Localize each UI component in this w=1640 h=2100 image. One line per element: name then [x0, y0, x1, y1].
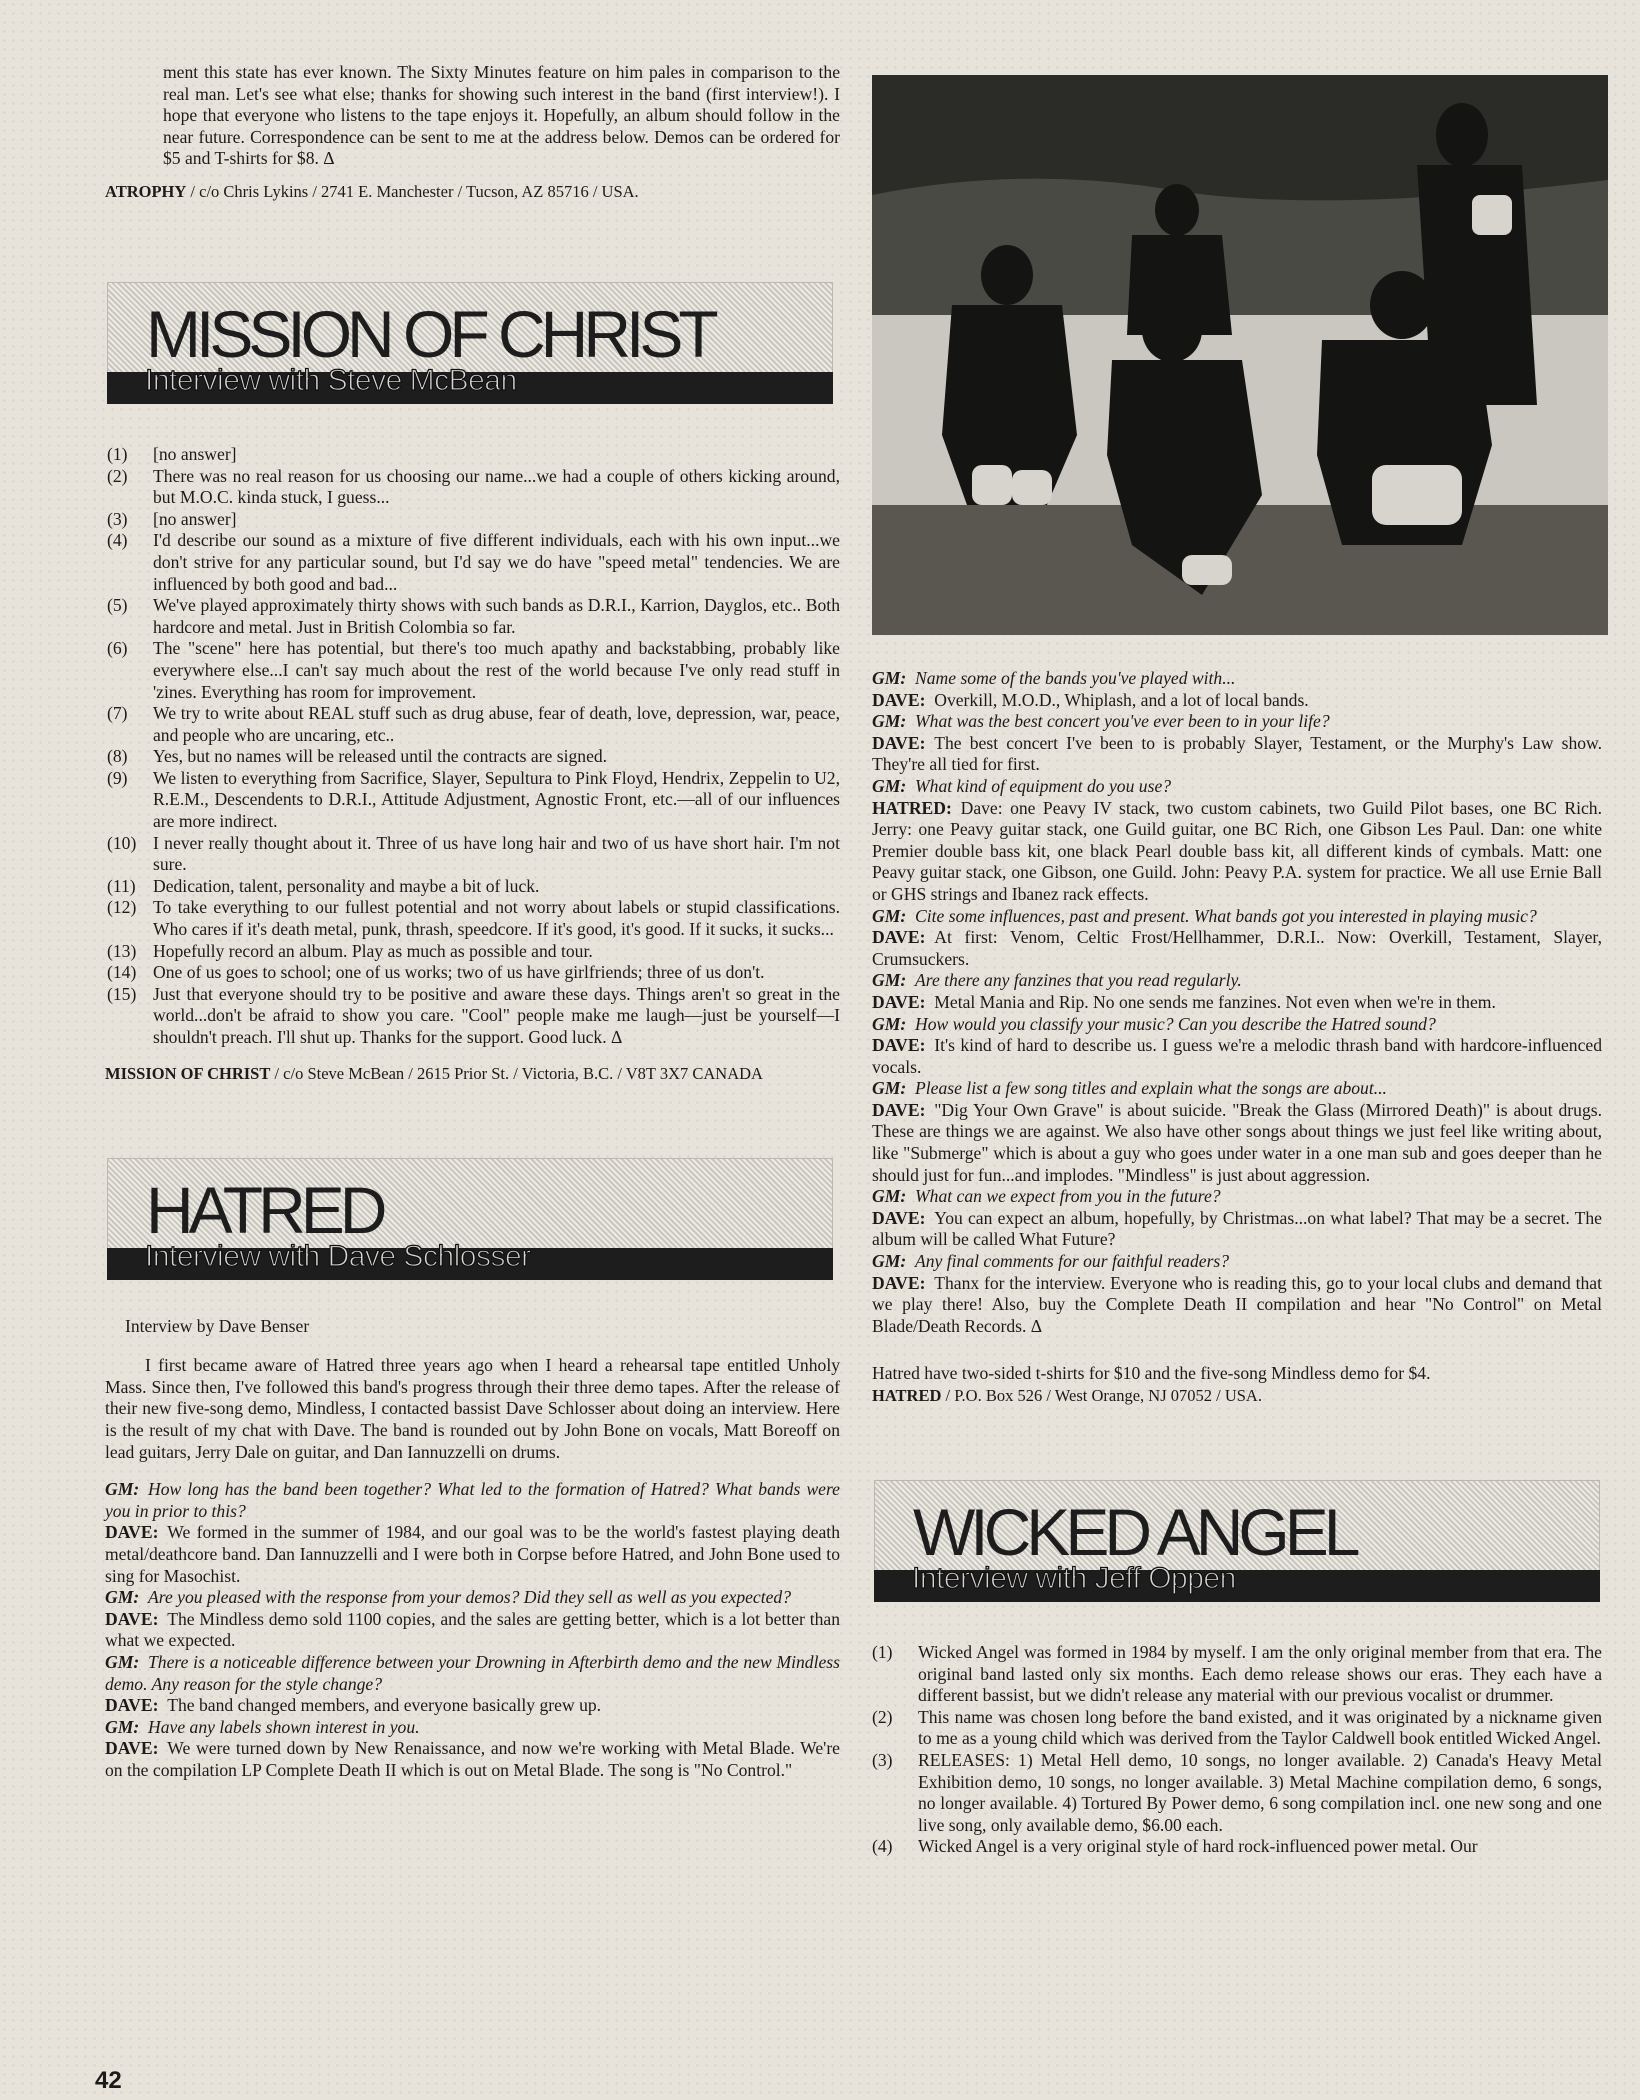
answer-text: [no answer]	[153, 508, 237, 529]
answer-number: (9)	[107, 767, 128, 788]
qa-question	[872, 668, 1602, 690]
mission-answers	[107, 444, 840, 1049]
qa-text: Cite some influences, past and present. What bands got you interested in playing music?	[915, 905, 1537, 926]
qa-answer	[872, 1273, 1602, 1338]
qa-speaker: DAVE:	[872, 927, 926, 948]
qa-speaker: DAVE:	[105, 1738, 159, 1759]
answer-item	[872, 1750, 1602, 1836]
wicked-header-band	[874, 1480, 1600, 1575]
mission-address	[105, 1063, 840, 1084]
answer-text: This name was chosen long before the band existed, and it was originated by a nickname given to me as a young child which was derived from the Taylor Caldwell book entitled Wicked Angel.	[918, 1706, 1602, 1749]
hatred-qa-left	[105, 1479, 840, 1781]
qa-answer	[105, 1609, 840, 1652]
answer-number: (5)	[107, 595, 128, 616]
hatred-header-band	[107, 1158, 833, 1253]
mission-header	[107, 282, 833, 404]
answer-number: (3)	[107, 508, 128, 529]
hatred-address	[872, 1385, 1602, 1406]
qa-text: Are there any fanzines that you read regularly.	[915, 970, 1242, 991]
qa-speaker: GM:	[872, 905, 907, 926]
qa-speaker: GM:	[872, 668, 907, 688]
answer-item	[107, 638, 840, 703]
answer-text: Wicked Angel is a very original style of hard rock-influenced power metal. Our	[918, 1836, 1478, 1857]
answer-item	[107, 897, 840, 940]
qa-speaker: HATRED:	[872, 797, 952, 818]
qa-speaker: GM:	[872, 1186, 907, 1207]
answer-number: (4)	[107, 530, 128, 551]
mission-subtitle-bar	[107, 363, 833, 404]
qa-text: Any final comments for our faithful readers?	[915, 1251, 1230, 1272]
answer-text: RELEASES: 1) Metal Hell demo, 10 songs, no longer available. 2) Canada's Heavy Metal Exhibition demo, 10 songs, no longer available. 3) Metal Machine compilation demo, 6 songs, no longer available. 4) Tortured By Power demo, 6 song compilation incl. one new song and one live song, only available demo, $6.00 each.	[918, 1749, 1602, 1835]
wicked-answers	[872, 1642, 1602, 1858]
hatred-title: HATRED	[146, 1172, 383, 1247]
atrophy-address	[105, 181, 840, 202]
qa-answer	[872, 690, 1602, 712]
mission-address-rest: / c/o Steve McBean / 2615 Prior St. / Victoria, B.C. / V8T 3X7 CANADA	[270, 1063, 763, 1083]
qa-text: Have any labels shown interest in you.	[148, 1716, 420, 1737]
qa-text: Please list a few song titles and explain what the songs are about...	[915, 1078, 1387, 1099]
answer-number: (13)	[107, 940, 137, 961]
qa-answer	[105, 1738, 840, 1781]
answer-item	[107, 595, 840, 638]
qa-question	[872, 970, 1602, 992]
qa-question	[105, 1652, 840, 1695]
answer-text: I never really thought about it. Three of us have long hair and two of us have short hair. I'm not sure.	[153, 832, 840, 875]
hatred-subtitle-bar	[107, 1239, 833, 1280]
qa-speaker: DAVE:	[872, 732, 926, 753]
answer-number: (7)	[107, 703, 128, 724]
left-column	[105, 62, 840, 1781]
answer-item	[107, 984, 840, 1049]
answer-text: There was no real reason for us choosing our name...we had a couple of others kicking around, but M.O.C. kinda stuck, I guess...	[153, 465, 840, 508]
answer-item	[107, 962, 840, 984]
answer-number: (11)	[107, 875, 136, 896]
answer-text: Wicked Angel was formed in 1984 by myself. I am the only original member from that era. The original band lasted only six months. Each demo release shows our eras. They each have a different bassist, but we didn't release any material with our previous vocalist or drummer.	[918, 1642, 1602, 1706]
answer-item	[107, 466, 840, 509]
qa-speaker: DAVE:	[105, 1695, 159, 1716]
qa-text: Name some of the bands you've played with...	[915, 668, 1236, 688]
qa-text: There is a noticeable difference between your Drowning in Afterbirth demo and the new Mindless demo. Any reason for the style change?	[105, 1651, 840, 1694]
wicked-header	[874, 1480, 1600, 1602]
answer-number: (15)	[107, 983, 137, 1004]
qa-text: We were turned down by New Renaissance, and now we're working with Metal Blade. We're on the compilation LP Complete Death II which is out on Metal Blade. The song is "No Control."	[105, 1738, 840, 1780]
answer-number: (2)	[872, 1706, 893, 1727]
mission-subtitle: Interview with Steve McBean	[145, 363, 517, 397]
qa-answer	[872, 1035, 1602, 1078]
qa-text: At first: Venom, Celtic Frost/Hellhammer, D.R.I.. Now: Overkill, Testament, Slayer, Crumsuckers.	[872, 927, 1602, 969]
answer-item	[107, 833, 840, 876]
qa-question	[872, 906, 1602, 928]
qa-text: Overkill, M.O.D., Whiplash, and a lot of local bands.	[934, 689, 1309, 710]
qa-speaker: DAVE:	[872, 1272, 926, 1293]
atrophy-text: ment this state has ever known. The Sixty Minutes feature on him pales in comparison to the real man. Let's see what else; thanks for showing such interest in the band (first interview!). I hope that everyone who listens to the tape enjoys it. Hopefully, an album should follow in the near future. Correspondence can be sent to me at the address below. Demos can be ordered for $5 and T-shirts for $8. Δ	[163, 62, 840, 169]
atrophy-address-rest: / c/o Chris Lykins / 2741 E. Manchester / Tucson, AZ 85716 / USA.	[186, 181, 639, 201]
band-photo-image	[872, 75, 1608, 635]
qa-text: We formed in the summer of 1984, and our goal was to be the world's fastest playing death metal/deathcore band. Dan Iannuzzelli and I were both in Corpse before Hatred, and John Bone used to sing for Masochist.	[105, 1522, 840, 1586]
qa-text: How would you classify your music? Can you describe the Hatred sound?	[915, 1013, 1436, 1034]
answer-number: (10)	[107, 832, 137, 853]
hatred-intro: I first became aware of Hatred three years ago when I heard a rehearsal tape entitled Unholy Mass. Since then, I've followed this band's progress through their three demo tapes. After the release of their new five-song demo, Mindless, I contacted bassist Dave Schlosser about doing an interview. Here is the result of my chat with Dave. The band is rounded out by John Bone on vocals, Matt Boreoff on lead guitars, Jerry Dale on guitar, and Dan Iannuzzelli on drums.	[105, 1355, 840, 1462]
qa-text: The band changed members, and everyone basically grew up.	[167, 1695, 602, 1716]
hatred-subtitle: Interview with Dave Schlosser	[145, 1239, 531, 1273]
qa-answer	[872, 1100, 1602, 1186]
qa-speaker: GM:	[872, 1078, 907, 1099]
qa-text: How long has the band been together? What led to the formation of Hatred? What bands were you in prior to this?	[105, 1479, 840, 1521]
qa-speaker: GM:	[105, 1716, 140, 1737]
qa-question	[105, 1587, 840, 1609]
qa-answer	[872, 733, 1602, 776]
atrophy-address-band: ATROPHY	[105, 181, 187, 201]
right-column	[872, 668, 1602, 1858]
answer-item	[872, 1707, 1602, 1750]
qa-text: The Mindless demo sold 1100 copies, and the sales are getting better, which is a lot better than what we expected.	[105, 1608, 840, 1651]
qa-speaker: DAVE:	[872, 1035, 926, 1056]
qa-text: What was the best concert you've ever been to in your life?	[915, 711, 1330, 732]
qa-text: What can we expect from you in the future?	[915, 1186, 1221, 1207]
answer-item	[107, 746, 840, 768]
qa-question	[105, 1717, 840, 1739]
qa-text: Are you pleased with the response from your demos? Did they sell as well as you expected?	[148, 1587, 792, 1608]
hatred-header	[107, 1158, 833, 1280]
answer-number: (1)	[107, 443, 128, 464]
qa-text: Dave: one Peavy IV stack, two custom cabinets, two Guild Pilot bases, one BC Rich. Jerry: one Peavy guitar stack, one Guild guitar, one BC Rich, one Gibson Les Paul. Dan: one white Premier double bass kit, one black Pearl double bass kit, all different kinds of cymbals. Matt: one Peavy guitar stack, one Gibson, one Guild. John: Peavy P.A. system for practice. We all use Ernie Ball or GHS strings and Ibanez rack effects.	[872, 797, 1602, 904]
hatred-address-band: HATRED	[872, 1386, 942, 1405]
qa-question	[872, 776, 1602, 798]
qa-question	[105, 1479, 840, 1522]
qa-speaker: GM:	[105, 1587, 140, 1608]
qa-answer	[872, 1208, 1602, 1251]
qa-speaker: DAVE:	[872, 1099, 926, 1120]
hatred-qa-right	[872, 668, 1602, 1337]
answer-item	[107, 768, 840, 833]
answer-item	[107, 530, 840, 595]
qa-speaker: GM:	[105, 1479, 140, 1500]
answer-text: Just that everyone should try to be positive and aware these days. Things aren't so great in the world...don't be afraid to show you care. "Cool" people make me laugh—just be yourself—I shouldn't preach. I'll shut up. Thanks for the support. Good luck. Δ	[153, 983, 840, 1047]
answer-text: [no answer]	[153, 443, 237, 464]
hatred-byline: Interview by Dave Benser	[125, 1315, 310, 1336]
answer-number: (3)	[872, 1749, 893, 1770]
answer-item	[872, 1642, 1602, 1707]
answer-item	[107, 509, 840, 531]
page-number: 42	[95, 2067, 122, 2094]
qa-text: "Dig Your Own Grave" is about suicide. "Break the Glass (Mirrored Death)" is about drugs. These are things we are against. We also have other songs about things we just feel like writing about, like "Submerge" which is about a guy who goes under water in a one man sub and goes deeper than he should just for fun...and implodes. "Mindless" is just about aggression.	[872, 1099, 1602, 1185]
answer-text: Yes, but no names will be released until the contracts are signed.	[153, 746, 608, 767]
qa-speaker: GM:	[872, 775, 907, 796]
qa-text: The best concert I've been to is probably Slayer, Testament, or the Murphy's Law show. They're all tied for first.	[872, 732, 1602, 775]
hatred-address-rest: / P.O. Box 526 / West Orange, NJ 07052 / USA.	[941, 1386, 1262, 1405]
mission-address-band: MISSION OF CHRIST	[105, 1063, 271, 1083]
answer-text: The "scene" here has potential, but there's too much apathy and backstabbing, probably like everywhere else...I can't say much about the rest of the world because I've only read stuff in 'zines. Everything has room for improvement.	[153, 638, 840, 702]
qa-speaker: DAVE:	[105, 1608, 159, 1629]
answer-item	[107, 703, 840, 746]
qa-answer	[105, 1522, 840, 1587]
answer-number: (12)	[107, 897, 137, 918]
qa-speaker: GM:	[872, 1251, 907, 1272]
qa-speaker: DAVE:	[105, 1522, 159, 1543]
qa-question	[872, 1014, 1602, 1036]
qa-answer	[872, 992, 1602, 1014]
mission-title: MISSION OF CHRIST	[146, 296, 714, 371]
answer-text: We've played approximately thirty shows with such bands as D.R.I., Karrion, Dayglos, etc.. Both hardcore and metal. Just in British Colombia so far.	[153, 595, 840, 637]
answer-text: Dedication, talent, personality and maybe a bit of luck.	[153, 875, 540, 896]
answer-number: (1)	[872, 1642, 893, 1662]
answer-number: (2)	[107, 465, 128, 486]
qa-speaker: DAVE:	[872, 991, 926, 1012]
qa-question	[872, 1078, 1602, 1100]
band-photo	[872, 75, 1608, 635]
answer-text: We listen to everything from Sacrifice, Slayer, Sepultura to Pink Floyd, Hendrix, Zeppelin to U2, R.E.M., Descendents to D.R.I., Attitude Adjustment, Agnostic Front, etc.—all of our influences are more indirect.	[153, 767, 840, 832]
answer-number: (8)	[107, 746, 128, 767]
qa-speaker: GM:	[872, 711, 907, 732]
wicked-subtitle: Interview with Jeff Oppen	[912, 1562, 1236, 1595]
answer-text: To take everything to our fullest potential and not worry about labels or stupid classifications. Who cares if it's death metal, punk, thrash, speedcore. If it's good, it's good. If it sucks, it sucks...	[153, 897, 840, 940]
qa-text: Thanx for the interview. Everyone who is reading this, go to your local clubs and demand that we play there! Also, buy the Complete Death II compilation and hear "No Control" on Metal Blade/Death Records. Δ	[872, 1272, 1602, 1336]
qa-speaker: GM:	[105, 1651, 140, 1672]
qa-question	[872, 711, 1602, 733]
wicked-title: WICKED ANGEL	[913, 1495, 1356, 1569]
answer-item	[107, 876, 840, 898]
answer-text: I'd describe our sound as a mixture of five different individuals, each with his own input...we don't strive for any particular sound, but I'd say we do have "speed metal" tendencies. We are influenced by both good and bad...	[153, 530, 840, 594]
qa-speaker: DAVE:	[872, 1207, 926, 1228]
qa-question	[872, 1186, 1602, 1208]
qa-text: You can expect an album, hopefully, by Christmas...on what label? That may be a secret. The album will be called What Future?	[872, 1207, 1602, 1250]
answer-item	[872, 1836, 1602, 1858]
answer-text: Hopefully record an album. Play as much as possible and tour.	[153, 940, 593, 961]
answer-number: (4)	[872, 1836, 893, 1857]
wicked-subtitle-bar	[874, 1562, 1600, 1602]
answer-number: (6)	[107, 638, 128, 659]
qa-answer	[872, 798, 1602, 906]
qa-speaker: DAVE:	[872, 689, 926, 710]
qa-text: It's kind of hard to describe us. I guess we're a melodic thrash band with hardcore-influenced vocals.	[872, 1035, 1602, 1077]
answer-item	[107, 444, 840, 466]
answer-number: (14)	[107, 962, 137, 983]
qa-text: Metal Mania and Rip. No one sends me fanzines. Not even when we're in them.	[934, 991, 1496, 1012]
mission-header-band	[107, 282, 833, 377]
qa-speaker: GM:	[872, 970, 907, 991]
qa-speaker: GM:	[872, 1013, 907, 1034]
qa-question	[872, 1251, 1602, 1273]
answer-text: One of us goes to school; one of us works; two of us have girlfriends; three of us don't.	[153, 962, 765, 983]
qa-text: What kind of equipment do you use?	[915, 775, 1172, 796]
answer-text: We try to write about REAL stuff such as drug abuse, fear of death, love, depression, war, peace, and people who are uncaring, etc..	[153, 703, 840, 745]
hatred-merch: Hatred have two-sided t-shirts for $10 and the five-song Mindless demo for $4.	[872, 1363, 1431, 1384]
qa-answer	[105, 1695, 840, 1717]
answer-item	[107, 941, 840, 963]
qa-answer	[872, 927, 1602, 970]
